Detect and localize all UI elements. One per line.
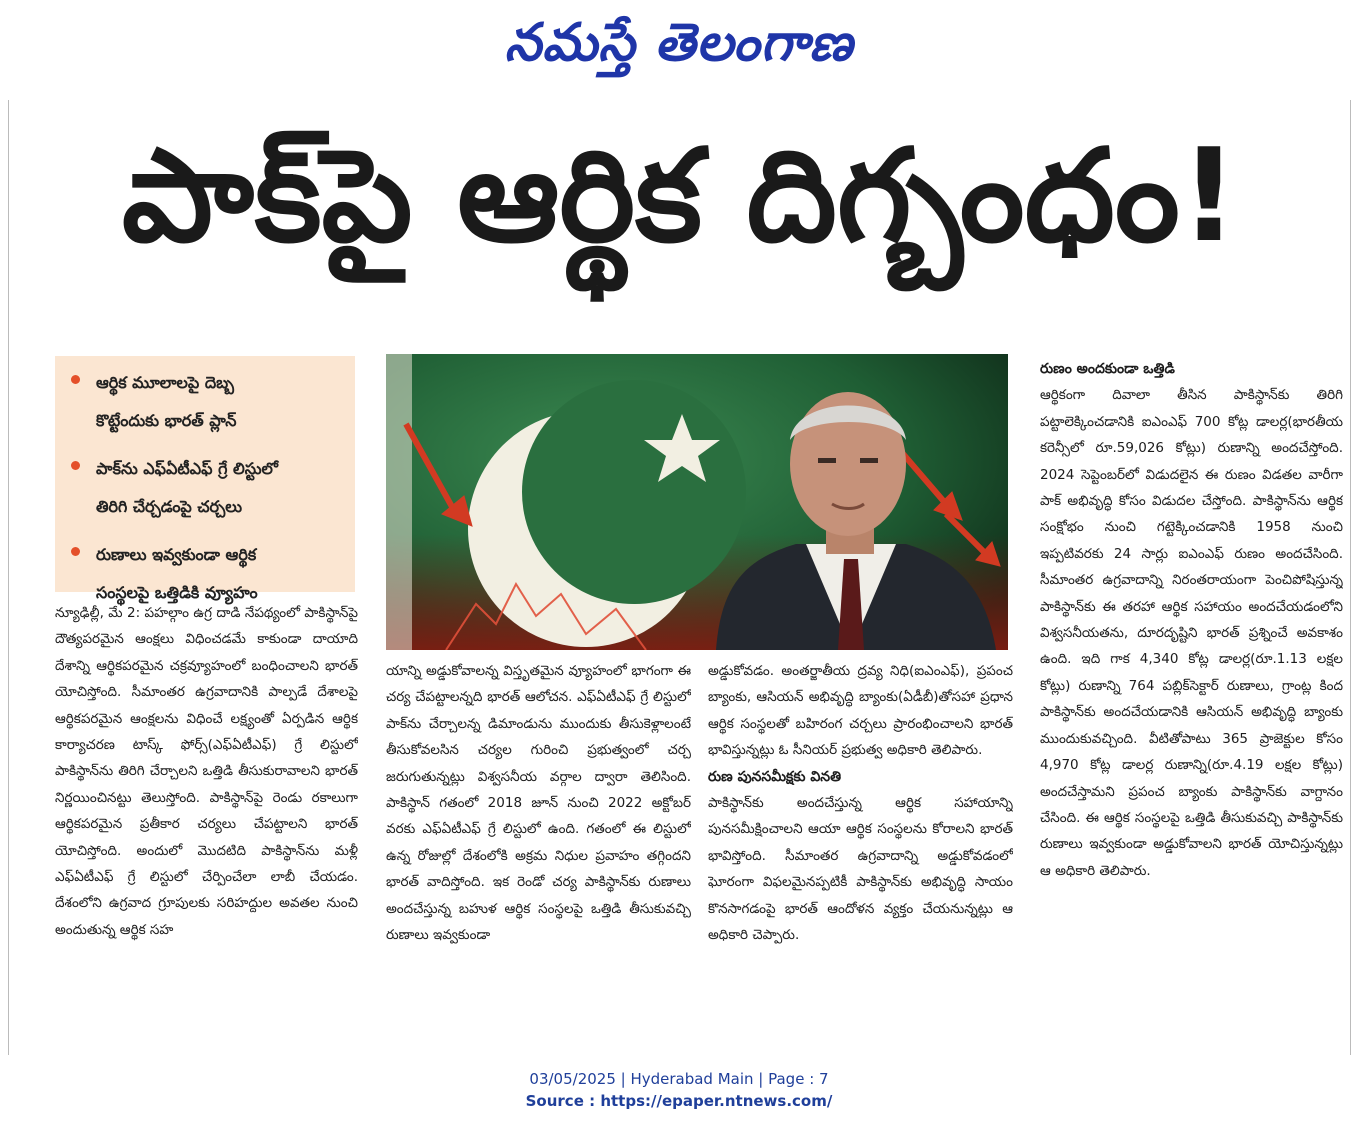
masthead-title: నమస్తే తెలంగాణ [504, 12, 854, 73]
article-paragraph: యాన్ని అడ్డుకోవాలన్న విస్తృతమైన వ్యూహంలో భాగంగా ఈ చర్య చేపట్టాలన్నది భారత్ ఆలోచన. ఎఫ్ఏటీఎఫ్ గ్రే లిస్టులో పాక్‌ను చేర్చాలన్న డిమాండును ముందుకు తీసుకెళ్లాలంటే తీసుకోవలసిన చర్యల గురించి ప్రభుత్వంలో చర్చ జరుగుతున్నట్లు విశ్వసనీయ వర్గాల ద్వారా తెలిసింది. పాకిస్థాన్ గతంలో 2018 జూన్ నుంచి 2022 అక్టోబర్ వరకు ఎఫ్ఏటీఎఫ్ గ్రే లిస్టులో ఉంది. గతంలో ఈ లిస్టులో ఉన్న రోజుల్లో దేశంలోకి అక్రమ నిధుల ప్రవాహం తగ్గిందని భారత్ వాదిస్తోంది. ఇక రెండో చర్య పాకిస్థాన్‌కు రుణాలు అందచేస్తున్న బహుళ ఆర్థిక సంస్థలపై ఒత్తిడి తీసుకువచ్చి రుణాలు ఇవ్వకుండా [386, 663, 691, 944]
headline: పాక్‌పై ఆర్థిక దిగ్బంధం! [121, 122, 1239, 271]
article-column-1 [55, 600, 358, 1050]
footer-source-link[interactable]: Source : https://epaper.ntnews.com/ [525, 1092, 833, 1110]
subheading: రుణ పునసమీక్షకు వినతి [708, 768, 842, 785]
article-paragraph: అడ్డుకోవడం. అంతర్జాతీయ ద్రవ్య నిధి(ఐఎంఎఫ్), ప్రపంచ బ్యాంకు, ఆసియన్ అభివృద్ధి బ్యాంకు(ఏడీబీ)తోసహా ప్రధాన ఆర్థిక సంస్థలతో బహిరంగ చర్చలు ప్రారంభించాలని భారత్ భావిస్తున్నట్లు ఓ సీనియర్ ప్రభుత్వ అధికారి తెలిపారు. [708, 663, 1013, 759]
highlight-item [65, 364, 347, 440]
highlights-box [55, 356, 355, 602]
footer-edition-info: 03/05/2025 | Hyderabad Main | Page : 7 [529, 1070, 829, 1088]
article-column-4 [1040, 356, 1343, 1050]
article-paragraph: న్యూఢిల్లీ, మే 2: పహల్గాం ఉగ్ర దాడి నేపథ్యంలో పాకిస్థాన్‌పై దౌత్యపరమైన ఆంక్షలు విధించడమే కాకుండా దాయాది దేశాన్ని ఆర్థికపరమైన చక్రవ్యూహంలో బంధించాలని భారత్ యోచిస్తోంది. సీమాంతర ఉగ్రవాదానికి పాల్పడే దేశాలపై ఆర్థికపరమైన ఆంక్షలను విధించే లక్ష్యంతో ఏర్పడిన ఆర్థిక కార్యాచరణ టాస్క్ ఫోర్స్(ఎఫ్ఏటీఎఫ్) గ్రే లిస్టులో పాకిస్థాన్‌ను తిరిగి చేర్చాలని ఒత్తిడి తీసుకురావాలని భారత్ నిర్ణయించినట్టు తెలుస్తోంది. పాకిస్థాన్‌పై రెండు రకాలుగా ఆర్థికపరమైన ప్రతీకార చర్యలు చేపట్టాలని భారత్ యోచిస్తోంది. అందులో మొదటిది పాకిస్థాన్‌ను మళ్లీ ఎఫ్ఏటీఎఫ్ గ్రే లిస్టులో చేర్పించేలా లాబీ చేయడం. దేశంలోని ఉగ్రవాద గ్రూపులకు సరిహద్దుల అవతల నుంచి అందుతున్న ఆర్థిక సహ [55, 605, 358, 938]
masthead [0, 6, 1358, 80]
article-photo [386, 354, 1008, 650]
bullet-icon [71, 375, 80, 384]
article-column-3 [708, 658, 1013, 1050]
highlight-item [65, 450, 347, 526]
highlight-text: రుణాలు ఇవ్వకుండా ఆర్థిక సంస్థలపై ఒత్తిడికి వ్యూహం [96, 545, 258, 602]
article-paragraph: పాకిస్థాన్‌కు అందచేస్తున్న ఆర్థిక సహాయాన్ని పునసమీక్షించాలని ఆయా ఆర్థిక సంస్థలను కోరాలని భారత్ భావిస్తోంది. సీమాంతర ఉగ్రవాదాన్ని అడ్డుకోవడంలో ఘోరంగా విఫలమైనప్పటికీ పాకిస్థాన్‌కు అభివృద్ధి సాయం కొనసాగడంపై భారత్ ఆందోళన వ్యక్తం చేయనున్నట్లు ఆ అధికారి చెప్పారు. [708, 795, 1013, 944]
right-column-rule [1350, 100, 1351, 1055]
highlight-text: ఆర్థిక మూలాలపై దెబ్బ కొట్టేందుకు భారత్ ప్లాన్ [96, 373, 237, 430]
article-paragraph: ఆర్థికంగా దివాలా తీసిన పాకిస్థాన్‌కు తిరిగి పట్టాలెక్కించడానికి ఐఎంఎఫ్ 700 కోట్ల డాలర్ల(భారతీయ కరెన్సీలో రూ.59,026 కోట్లు) రుణాన్ని అందచేస్తోంది. 2024 సెప్టెంబర్‌లో విడుదలైన ఈ రుణం విడతల వారీగా పాక్ అభివృద్ధి కోసం విడుదల చేస్తోంది. పాకిస్థాన్‌ను ఆర్థిక సంక్షోభం నుంచి గట్టెక్కించడానికి 1958 నుంచి ఇప్పటివరకు 24 సార్లు ఐఎంఎఫ్ రుణం అందచేసింది. సీమాంతర ఉగ్రవాదాన్ని నిరంతరాయంగా పెంచిపోషిస్తున్న పాకిస్థాన్‌కు ఈ తరహా ఆర్థిక సహాయం అందచేయడంలోని విశ్వసనీయతను, దూరదృష్టిని భారత్ ప్రశ్నించే అవకాశం ఉంది. ఇది గాక 4,340 కోట్ల డాలర్ల(రూ.1.13 లక్షల కోట్లు) రుణాన్ని 764 పబ్లిక్‌సెక్టార్ రుణాలు, గ్రాంట్ల కింద పాకిస్థాన్‌కు అందచేయడానికి ఆసియన్ అభివృద్ధి బ్యాంకు ముందుకువచ్చింది. వీటితోపాటు 365 ప్రాజెక్టుల కోసం 4,970 కోట్ల డాలర్ల రుణాన్ని(రూ.4.19 లక్షల కోట్లు) అందచేస్తామని ప్రపంచ బ్యాంకు పాకిస్థాన్‌కు వాగ్దానం చేసింది. ఈ ఆర్థిక సంస్థలపై ఒత్తిడి తీసుకువచ్చి పాకిస్థాన్‌కు రుణాలు ఇవ్వకుండా అడ్డుకోవాలని భారత్ యోచిస్తున్నట్లు ఆ అధికారి తెలిపారు. [1040, 387, 1343, 879]
bullet-icon [71, 461, 80, 470]
subheading: రుణం అందకుండా ఒత్తిడి [1040, 361, 1175, 377]
bullet-icon [71, 547, 80, 556]
footer [0, 1068, 1358, 1112]
highlight-text: పాక్‌ను ఎఫ్ఏటీఎఫ్ గ్రే లిస్టులో తిరిగి చేర్చడంపై చర్చలు [96, 459, 278, 516]
article-column-2 [386, 658, 691, 1050]
left-column-rule [8, 100, 9, 1055]
